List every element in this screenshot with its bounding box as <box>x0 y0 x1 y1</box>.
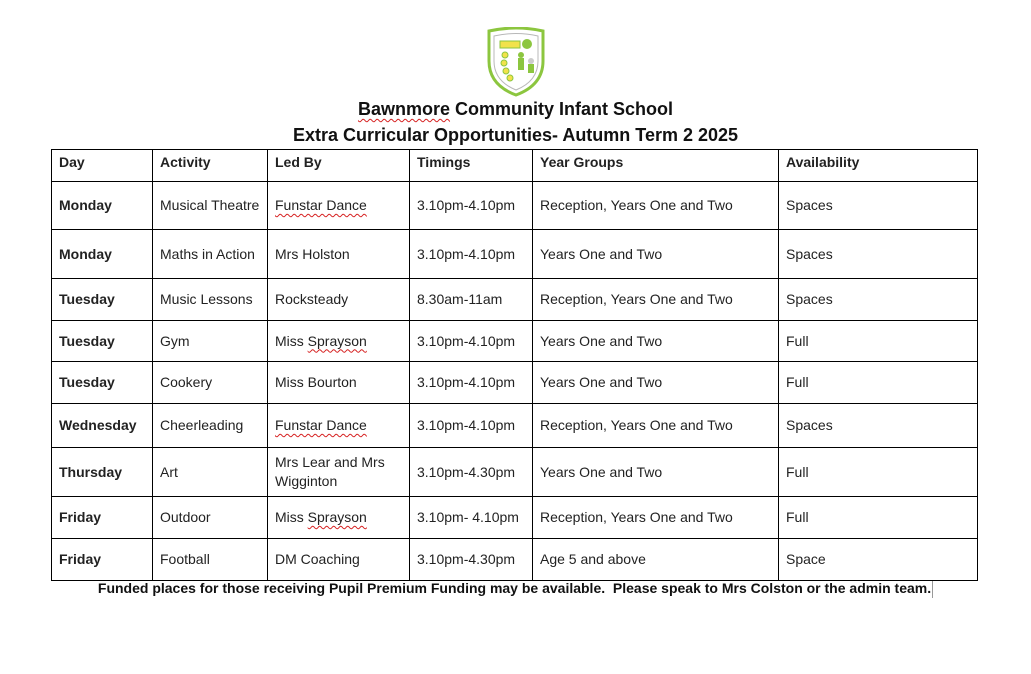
led-by-text: Miss Sprayson <box>275 509 367 525</box>
cell-year-groups: Years One and Two <box>533 448 779 497</box>
table-row <box>52 321 978 362</box>
cell-timings: 3.10pm-4.10pm <box>410 362 533 404</box>
funding-note-text: Funded places for those receiving Pupil Premium Funding may be available. Please speak to Mrs Colston or the admin team. <box>97 580 932 596</box>
cell-activity: Musical Theatre <box>153 182 268 230</box>
activities-table <box>51 149 978 581</box>
cell-timings: 3.10pm-4.30pm <box>410 448 533 497</box>
column-header-timings: Timings <box>410 150 533 182</box>
column-header-activity: Activity <box>153 150 268 182</box>
school-name <box>0 99 1031 120</box>
table-row <box>52 404 978 448</box>
cell-activity: Music Lessons <box>153 279 268 321</box>
cell-availability: Full <box>779 321 978 362</box>
cell-activity: Cookery <box>153 362 268 404</box>
column-header-led-by: Led By <box>268 150 410 182</box>
cell-year-groups: Reception, Years One and Two <box>533 404 779 448</box>
cell-led-by: Rocksteady <box>268 279 410 321</box>
cell-activity: Cheerleading <box>153 404 268 448</box>
cell-day: Thursday <box>52 448 153 497</box>
cell-day: Tuesday <box>52 321 153 362</box>
cell-led-by: Mrs Lear and Mrs Wigginton <box>268 448 410 497</box>
cell-availability: Spaces <box>779 182 978 230</box>
surname-text: Sprayson <box>307 332 367 349</box>
column-header-day: Day <box>52 150 153 182</box>
cell-day: Monday <box>52 230 153 279</box>
cell-availability: Spaces <box>779 404 978 448</box>
cell-led-by <box>268 321 410 362</box>
table-row <box>52 279 978 321</box>
cell-led-by <box>268 497 410 539</box>
column-header-availability: Availability <box>779 150 978 182</box>
surname-text: Sprayson <box>307 509 367 525</box>
cell-activity: Outdoor <box>153 497 268 539</box>
text-cursor <box>932 581 933 598</box>
cell-year-groups: Years One and Two <box>533 321 779 362</box>
cell-led-by: Mrs Holston <box>268 230 410 279</box>
cell-activity: Art <box>153 448 268 497</box>
led-by-text: Miss Sprayson <box>275 332 367 349</box>
cell-timings: 8.30am-11am <box>410 279 533 321</box>
table-row <box>52 497 978 539</box>
column-header-year-groups: Year Groups <box>533 150 779 182</box>
cell-year-groups: Age 5 and above <box>533 539 779 581</box>
cell-led-by: DM Coaching <box>268 539 410 581</box>
cell-led-by: Miss Bourton <box>268 362 410 404</box>
funding-note <box>0 580 1031 598</box>
cell-activity: Maths in Action <box>153 230 268 279</box>
cell-day: Friday <box>52 497 153 539</box>
school-name-first-word: Bawnmore <box>357 99 451 119</box>
cell-year-groups: Years One and Two <box>533 230 779 279</box>
cell-timings: 3.10pm- 4.10pm <box>410 497 533 539</box>
cell-timings: 3.10pm-4.10pm <box>410 230 533 279</box>
cell-day: Tuesday <box>52 279 153 321</box>
cell-availability: Full <box>779 362 978 404</box>
cell-availability: Full <box>779 497 978 539</box>
cell-availability: Spaces <box>779 279 978 321</box>
cell-availability: Full <box>779 448 978 497</box>
cell-day: Monday <box>52 182 153 230</box>
school-name-rest: Community Infant School <box>450 99 674 119</box>
cell-led-by <box>268 182 410 230</box>
cell-led-by <box>268 404 410 448</box>
cell-day: Wednesday <box>52 404 153 448</box>
cell-timings: 3.10pm-4.10pm <box>410 404 533 448</box>
table-row <box>52 230 978 279</box>
school-crest-icon <box>485 27 547 97</box>
table-row <box>52 539 978 581</box>
cell-availability: Space <box>779 539 978 581</box>
cell-activity: Gym <box>153 321 268 362</box>
cell-day: Tuesday <box>52 362 153 404</box>
table-row <box>52 362 978 404</box>
cell-year-groups: Reception, Years One and Two <box>533 497 779 539</box>
cell-activity: Football <box>153 539 268 581</box>
cell-timings: 3.10pm-4.30pm <box>410 539 533 581</box>
cell-year-groups: Years One and Two <box>533 362 779 404</box>
table-row <box>52 448 978 497</box>
table-header-row <box>52 150 978 182</box>
cell-timings: 3.10pm-4.10pm <box>410 321 533 362</box>
cell-year-groups: Reception, Years One and Two <box>533 279 779 321</box>
table-row <box>52 182 978 230</box>
cell-timings: 3.10pm-4.10pm <box>410 182 533 230</box>
cell-day: Friday <box>52 539 153 581</box>
cell-availability: Spaces <box>779 230 978 279</box>
page-subtitle: Extra Curricular Opportunities- Autumn Term 2 2025 <box>292 125 739 145</box>
led-by-text: Funstar Dance <box>275 417 367 433</box>
cell-year-groups: Reception, Years One and Two <box>533 182 779 230</box>
led-by-text: Funstar Dance <box>275 197 367 213</box>
